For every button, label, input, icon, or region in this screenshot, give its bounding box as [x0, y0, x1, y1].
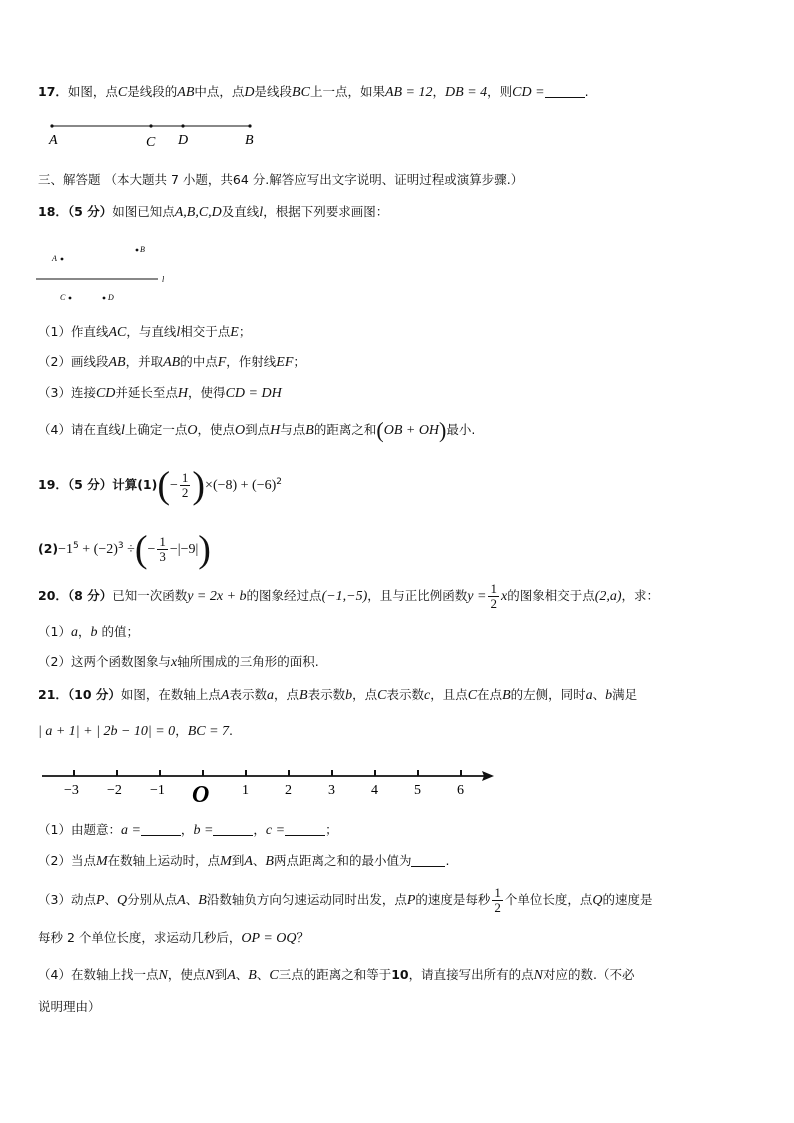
tick-label: −2 — [107, 783, 122, 798]
q19-part-1: 19．（5 分）计算(1)(− $\frac{1}{2}$ )$\times(-8) + (-6)^2$ — [38, 464, 283, 507]
point-b — [248, 124, 251, 127]
question-number: 21．（10 分） — [38, 687, 121, 702]
q21-step-2: （2）当点M在数轴上运动时，点M到A、B两点距离之和的最小值为 . — [38, 853, 450, 869]
tick-label: 3 — [328, 783, 335, 798]
q18-step-3: （3）连接CD并延长至点H，使得CD = DH — [38, 385, 282, 401]
q20-step-1: （1）a，b 的值； — [38, 624, 139, 640]
point-b — [136, 249, 139, 252]
answer-blank-min[interactable] — [411, 852, 445, 867]
answer-blank-a[interactable] — [141, 821, 181, 836]
question-number: 19．（5 分） — [38, 477, 113, 493]
label-d: D — [178, 133, 189, 148]
tick-label: −3 — [64, 783, 79, 798]
section-title: 三、解答题 （本大题共 7 小题，共64 分.解答应写出文字说明、证明过程或演算步骤.） — [38, 172, 524, 187]
q20-step-2: （2）这两个函数图象与x轴所围成的三角形的面积. — [38, 654, 319, 670]
tick-label: 1 — [242, 783, 249, 798]
question-number: 18．（5 分） — [38, 204, 113, 219]
q18-figure — [36, 240, 176, 306]
label-l: l — [162, 275, 165, 284]
q18-step-4: （4）请在直线l上确定一点O，使点O到点H与点B的距离之和(OB + OH)最小. — [38, 417, 476, 443]
fraction: $\frac{1}{2}$ — [490, 581, 497, 611]
q17-stem: 17．如图，点C是线段的AB中点，点D是线段BC上一点，如果AB = 12，DB = 4，则CD = . — [38, 84, 589, 100]
q21-step-3-cont: 每秒 2 个单位长度，求运动几秒后，OP = OQ？ — [38, 930, 309, 946]
point-a — [61, 258, 64, 261]
fraction: $\frac{1}{3}$ — [159, 534, 166, 565]
question-number: 20．（8 分） — [38, 588, 113, 603]
fraction: $\frac{1}{2}$ — [494, 885, 501, 915]
q20-stem: 20．（8 分）已知一次函数y = 2x + b的图象经过点(−1,−5)，且与正比例函数y = $\frac{1}{2}$ x的图象相交于点(2,a)，求： — [38, 581, 660, 611]
answer-blank-b[interactable] — [213, 821, 253, 836]
q18-step-2: （2）画线段AB，并取AB的中点F，作射线EF； — [38, 354, 306, 370]
point-d — [103, 297, 106, 300]
q21-step-4: （4）在数轴上找一点N，使点N到A、B、C三点的距离之和等于10，请直接写出所有的点N对应的数.（不必 — [38, 967, 635, 983]
point-d — [181, 124, 184, 127]
tick-label: −1 — [150, 783, 165, 798]
q18-stem: 18．（5 分）如图已知点A,B,C,D及直线l，根据下列要求画图： — [38, 204, 389, 220]
q21-step-4-cont: 说明理由） — [38, 999, 101, 1014]
question-number: 17． — [38, 84, 68, 99]
label-a: A — [49, 133, 58, 148]
q18-step-1: （1）作直线AC，与直线l相交于点E； — [38, 324, 252, 340]
point-c — [149, 124, 152, 127]
tick-label: 5 — [414, 783, 421, 798]
point-c — [69, 297, 72, 300]
q21-step-3: （3）动点P、Q分别从点A、B沿数轴负方向匀速运动同时出发，点P的速度是每秒 $\frac{1}{2}$ 个单位长度，点Q的速度是 — [38, 885, 653, 915]
tick-label: 4 — [371, 783, 378, 798]
tick-label: 2 — [285, 783, 292, 798]
q19-part-2: $(2)-1^5 + (-2)^3$ ÷(− $\frac{1}{3}$ −|−9|) — [38, 528, 211, 571]
label-c: C — [146, 135, 156, 150]
answer-blank[interactable] — [545, 83, 585, 98]
label-b: B — [245, 133, 254, 148]
q21-condition: | a + 1| + | 2b − 10| = 0，BC = 7. — [38, 723, 234, 739]
origin-label: O — [192, 782, 210, 808]
q17-segment-figure — [40, 118, 270, 152]
label-a: A — [52, 254, 57, 263]
label-d: D — [108, 293, 114, 302]
answer-blank-c[interactable] — [285, 821, 325, 836]
q21-stem: 21．（10 分）如图，在数轴上点A表示数a，点B表示数b，点C表示数c，且点C在点B的左侧，同时a、b满足 — [38, 687, 638, 703]
number-line — [38, 762, 498, 810]
fraction: $\frac{1}{2}$ — [181, 470, 189, 501]
point-a — [50, 124, 53, 127]
label-b: B — [140, 245, 145, 254]
q21-step-1: （1）由题意：a = ，b = ，c = ； — [38, 822, 338, 838]
label-c: C — [60, 293, 66, 302]
tick-label: 6 — [457, 783, 464, 798]
